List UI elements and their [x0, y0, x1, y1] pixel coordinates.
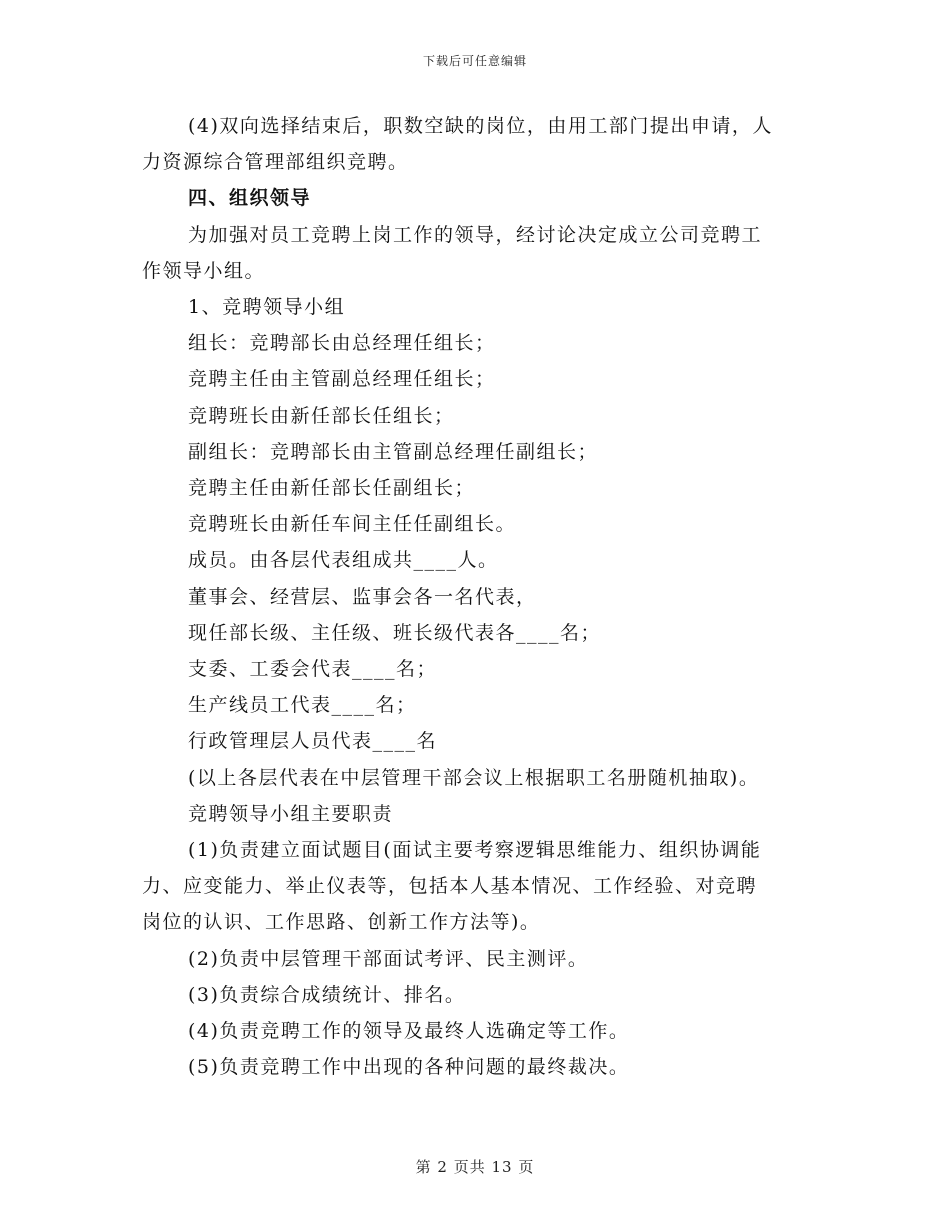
paragraph-line: 竞聘班长由新任部长任组长； — [188, 404, 455, 427]
paragraph-line: 竞聘领导小组主要职责 — [188, 802, 394, 825]
page-header: 下载后可任意编辑 — [422, 54, 527, 68]
subsection-heading: 1、竞聘领导小组 — [188, 296, 346, 319]
paragraph-line: 行政管理层人员代表____名 — [188, 730, 438, 753]
paragraph-line: 董事会、经营层、监事会各一名代表， — [188, 585, 537, 608]
section-heading: 四、组织领导 — [188, 187, 312, 210]
paragraph-line: 副组长：竞聘部长由主管副总经理任副组长； — [188, 440, 599, 463]
paragraph-line: (1)负责建立面试题目(面试主要考察逻辑思维能力、组织协调能 — [188, 839, 762, 862]
paragraph-line: 组长：竞聘部长由总经理任组长； — [188, 332, 496, 355]
paragraph-line: (3)负责综合成绩统计、排名。 — [188, 983, 466, 1006]
paragraph-line: (2)负责中层管理干部面试考评、民主测评。 — [188, 947, 589, 970]
paragraph-line: (4)负责竞聘工作的领导及最终人选确定等工作。 — [188, 1020, 630, 1043]
paragraph-line: 为加强对员工竞聘上岗工作的领导，经讨论决定成立公司竞聘工 — [188, 223, 763, 246]
paragraph-line: 竞聘主任由主管副总经理任组长； — [188, 368, 496, 391]
paragraph-line: 岗位的认识、工作思路、创新工作方法等)。 — [142, 911, 541, 934]
paragraph-line: (以上各层代表在中层管理干部会议上根据职工名册随机抽取)。 — [188, 766, 760, 789]
paragraph-line: 竞聘主任由新任部长任副组长； — [188, 477, 476, 500]
paragraph-line: 成员。由各层代表组成共____人。 — [188, 549, 499, 572]
paragraph-line: 支委、工委会代表____名； — [188, 658, 438, 681]
paragraph-line: 竞聘班长由新任车间主任任副组长。 — [188, 513, 517, 536]
paragraph-line: 现任部长级、主任级、班长级代表各____名； — [188, 621, 602, 644]
paragraph-line: 力、应变能力、举止仪表等，包括本人基本情况、工作经验、对竞聘 — [142, 875, 758, 898]
document-body — [142, 108, 822, 1085]
paragraph-line: 生产线员工代表____名； — [188, 694, 417, 717]
paragraph-line: (5)负责竞聘工作中出现的各种问题的最终裁决。 — [188, 1056, 630, 1079]
paragraph-line: 作领导小组。 — [142, 259, 266, 282]
paragraph-line: 力资源综合管理部组织竞聘。 — [142, 151, 409, 174]
page-footer: 第 2 页共 13 页 — [415, 1158, 535, 1176]
paragraph-line: (4)双向选择结束后，职数空缺的岗位，由用工部门提出申请，人 — [188, 115, 773, 137]
